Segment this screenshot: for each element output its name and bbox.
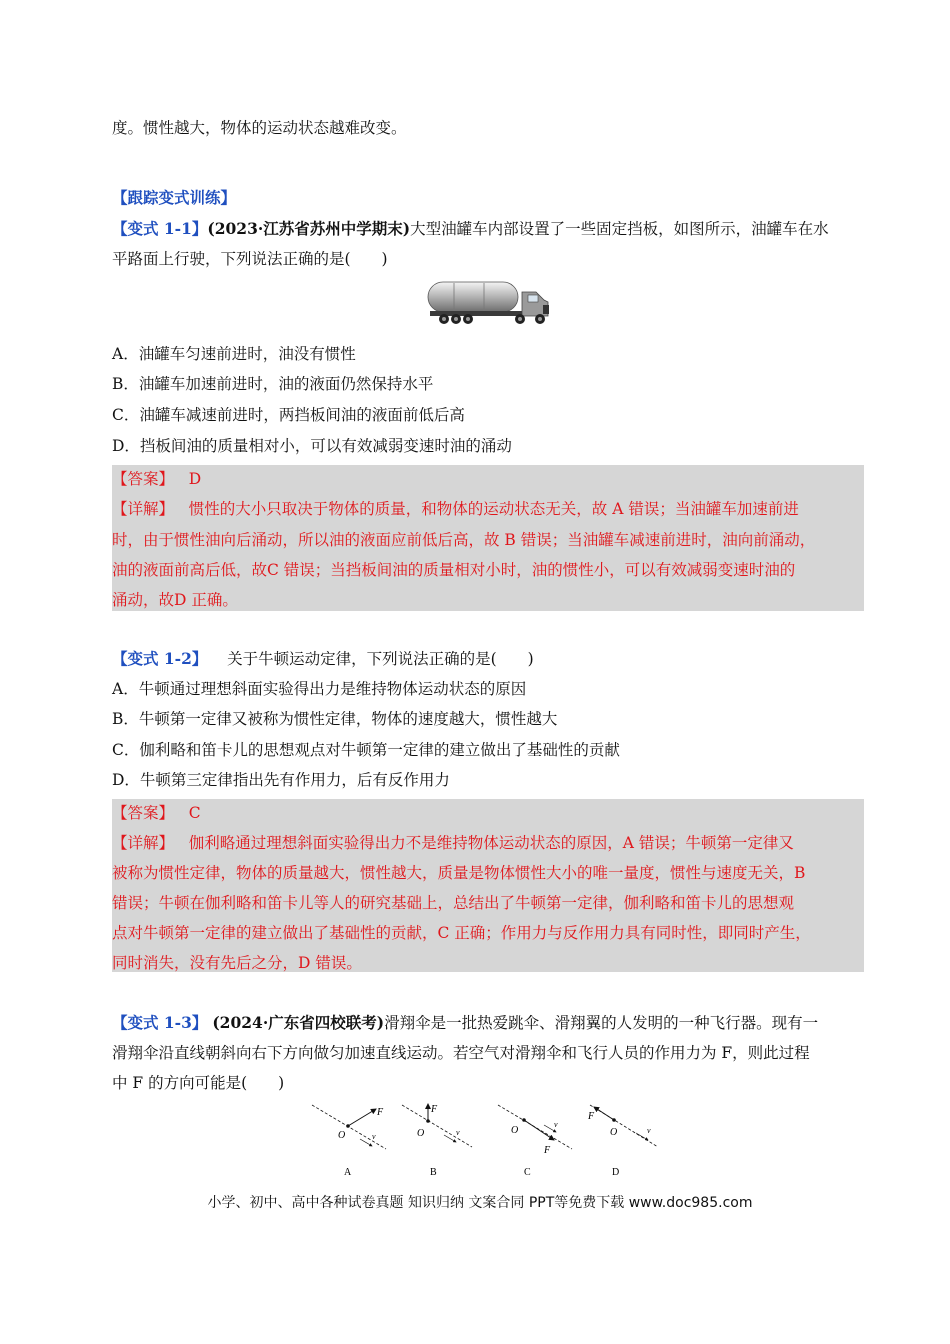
figure-d-label: D	[612, 1167, 620, 1178]
figure-a-label: A	[344, 1167, 352, 1178]
q2-detail-label: 【详解】	[112, 834, 175, 852]
q1-option-b: B．油罐车加速前进时，油的液面仍然保持水平	[112, 375, 434, 393]
figure-option-b	[402, 1104, 472, 1178]
figure-b-velocity: v	[456, 1128, 460, 1137]
q3-source: (2024·广东省四校联考)	[212, 1013, 385, 1032]
q2-answer-value: C	[188, 804, 201, 822]
q2-answer-label: 【答案】	[112, 804, 175, 822]
figure-d-velocity: v	[647, 1126, 651, 1135]
q3-stem-line2: 滑翔伞沿直线朝斜向右下方向做匀加速直线运动。若空气对滑翔伞和飞行人员的作用力为 F，则此过程	[112, 1044, 810, 1062]
q1-answer-line	[112, 468, 201, 490]
q1-option-c: C．油罐车减速前进时，两挡板间油的液面前低后高	[112, 406, 465, 424]
q1-detail-text-4: 涌动，故D 正确。	[112, 591, 238, 609]
q2-answer-line	[112, 802, 201, 824]
q1-detail-text-1: 惯性的大小只取决于物体的质量，和物体的运动状态无关，故 A 错误；当油罐车加速前进	[188, 500, 799, 518]
q3-stem-line1	[112, 1012, 818, 1034]
page-footer: 小学、初中、高中各种试卷真题 知识归纳 文案合同 PPT等免费下载 www.doc985.com	[207, 1195, 753, 1211]
q1-detail-line1	[112, 498, 799, 520]
q3-stem-text-1: 滑翔伞是一批热爱跳伞、滑翔翼的人发明的一种飞行器。现有一	[384, 1014, 819, 1032]
figure-a-force: F	[377, 1107, 384, 1118]
section-title: 【跟踪变式训练】	[112, 188, 237, 207]
figure-option-a	[312, 1105, 386, 1178]
q2-option-a: A．牛顿通过理想斜面实验得出力是维持物体运动状态的原因	[112, 680, 527, 698]
figure-a-velocity: v	[372, 1132, 376, 1141]
q1-answer-label: 【答案】	[112, 470, 175, 488]
q1-option-a: A．油罐车匀速前进时，油没有惯性	[112, 345, 356, 363]
q1-detail-text-3: 油的液面前高后低，故C 错误；当挡板间油的质量相对小时，油的惯性小，可以有效减弱变速时油的	[112, 561, 796, 579]
q1-tag: 【变式 1-1】	[112, 219, 208, 238]
q1-stem-text: 大型油罐车内部设置了一些固定挡板，如图所示，油罐车在水	[410, 220, 829, 238]
figure-a-point: O	[338, 1130, 346, 1141]
q1-stem-line2: 平路面上行驶，下列说法正确的是( )	[112, 250, 388, 268]
figure-d-force: F	[588, 1111, 595, 1122]
q2-option-b: B．牛顿第一定律又被称为惯性定律，物体的速度越大，惯性越大	[112, 710, 558, 728]
figure-b-point: O	[417, 1128, 425, 1139]
q2-option-c: C．伽利略和笛卡儿的思想观点对牛顿第一定律的建立做出了基础性的贡献	[112, 741, 620, 759]
q3-stem-line3: 中 F 的方向可能是( )	[112, 1074, 285, 1092]
q1-answer-value: D	[188, 470, 202, 488]
q1-option-d: D．挡板间油的质量相对小，可以有效减弱变速时油的涌动	[112, 437, 512, 455]
q2-stem-line	[112, 648, 534, 670]
q2-detail-text-3: 错误；牛顿在伽利略和笛卡儿等人的研究基础上，总结出了牛顿第一定律，伽利略和笛卡儿的思想观	[112, 894, 795, 912]
figure-c-force: F	[544, 1145, 551, 1156]
figure-b-force: F	[431, 1104, 438, 1115]
force-direction-figure	[310, 1103, 666, 1183]
figure-option-c	[498, 1105, 572, 1178]
intro-tail-text: 度。惯性越大，物体的运动状态越难改变。	[112, 119, 407, 137]
q2-detail-text-2: 被称为惯性定律，物体的质量越大，惯性越大，质量是物体惯性大小的唯一量度，惯性与速度无关，B	[112, 864, 806, 882]
q2-detail-line1	[112, 832, 794, 854]
figure-b-label: B	[430, 1167, 437, 1178]
q3-tag: 【变式 1-3】	[112, 1013, 208, 1032]
q2-detail-text-5: 同时消失，没有先后之分，D 错误。	[112, 954, 362, 972]
figure-c-label: C	[524, 1167, 531, 1178]
q2-detail-text-4: 点对牛顿第一定律的建立做出了基础性的贡献，C 正确；作用力与反作用力具有同时性，即同时产生，	[112, 924, 811, 942]
q1-source: (2023·江苏省苏州中学期末)	[207, 219, 411, 238]
q2-detail-text-1: 伽利略通过理想斜面实验得出力不是维持物体运动状态的原因，A 错误；牛顿第一定律又	[188, 834, 794, 852]
q1-stem-line1	[112, 218, 829, 240]
q1-detail-text-2: 时，由于惯性油向后涌动，所以油的液面应前低后高，故 B 错误；当油罐车减速前进时，油向前涌动，	[112, 531, 816, 549]
figure-option-d	[587, 1105, 658, 1178]
figure-c-velocity: v	[554, 1120, 558, 1129]
q1-detail-label: 【详解】	[112, 500, 175, 518]
figure-c-point: O	[511, 1125, 519, 1136]
q2-tag: 【变式 1-2】	[112, 649, 208, 668]
figure-d-point: O	[610, 1127, 618, 1138]
oil-tanker-truck-image	[424, 278, 552, 330]
q2-answer-box	[112, 799, 864, 972]
q2-stem-text: 关于牛顿运动定律，下列说法正确的是( )	[227, 650, 534, 668]
q2-option-d: D．牛顿第三定律指出先有作用力，后有反作用力	[112, 771, 450, 789]
